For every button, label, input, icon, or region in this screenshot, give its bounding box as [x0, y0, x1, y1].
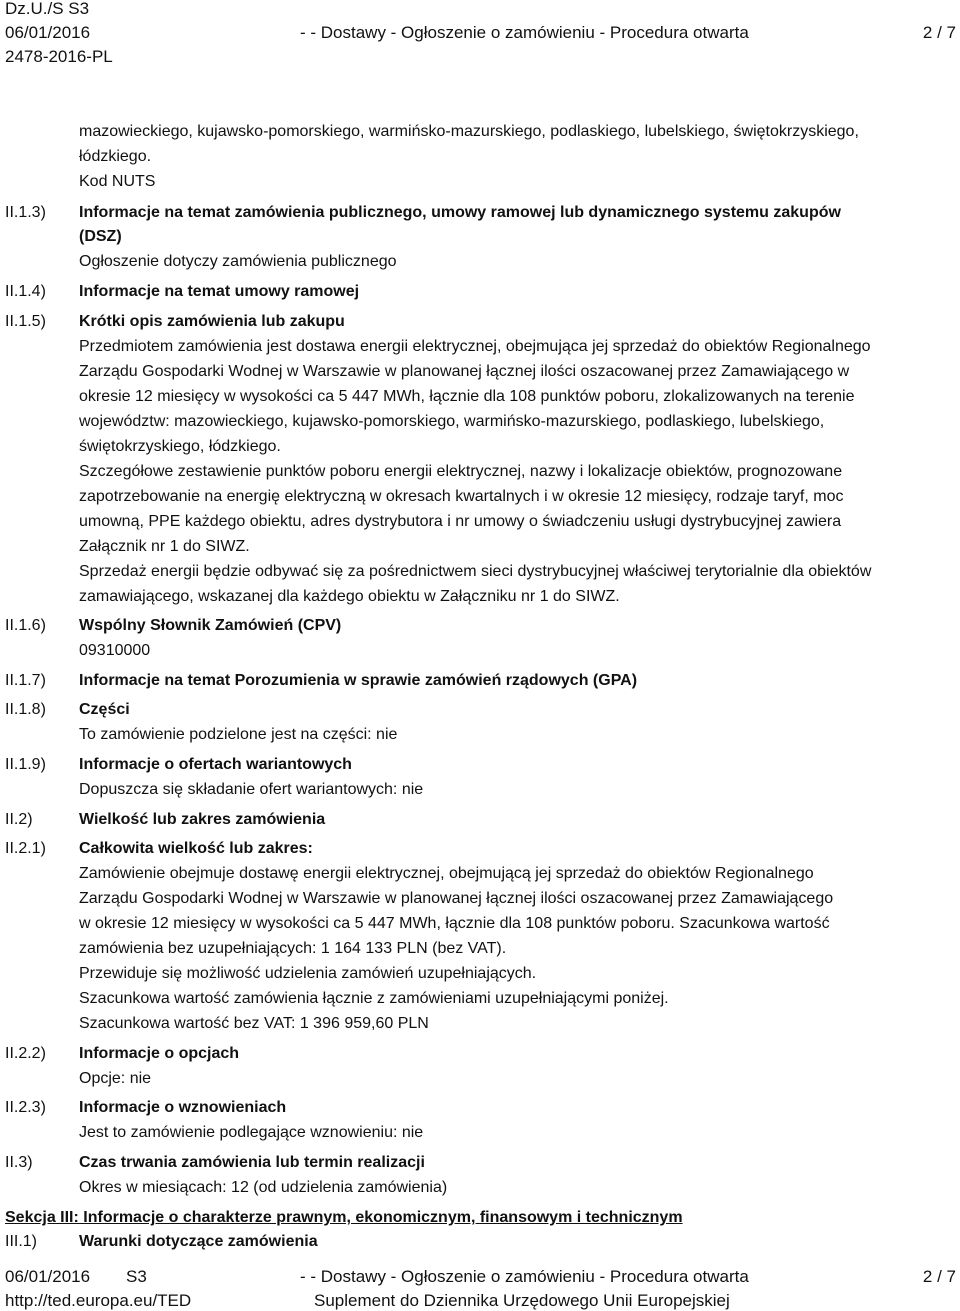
intro-line: łódzkiego. — [79, 148, 152, 165]
description-line: okresie 12 miesięcy w wysokości ca 5 447 MWh, łącznie dla 108 punktów poboru, zlokalizowanych na terenie — [79, 388, 855, 405]
section-text: Okres w miesiącach: 12 (od udzielenia zamówienia) — [79, 1179, 448, 1196]
section-title: Informacje na temat umowy ramowej — [79, 283, 360, 300]
section-number: II.1.8) — [5, 701, 46, 718]
header-page-number: 2 / 7 — [922, 23, 956, 42]
footer-date: 06/01/2016 — [5, 1267, 91, 1286]
section-number: II.2.1) — [5, 840, 46, 857]
section-number: II.2) — [5, 811, 33, 828]
scope-line: Szacunkowa wartość zamówienia łącznie z zamówieniami uzupełniającymi poniżej. — [79, 990, 669, 1007]
section-title: Informacje na temat Porozumienia w sprawie zamówień rządowych (GPA) — [79, 672, 638, 689]
header-source: Dz.U./S S3 — [5, 0, 90, 18]
header-title: - - Dostawy - Ogłoszenie o zamówieniu - Procedura otwarta — [300, 23, 749, 42]
header-date: 06/01/2016 — [5, 23, 91, 42]
section-title: Wspólny Słownik Zamówień (CPV) — [79, 617, 342, 634]
scope-line: Zarządu Gospodarki Wodnej w Warszawie w planowanej łącznej ilości oszacowanej przez Zamawiającego — [79, 890, 834, 907]
section-number: II.2.2) — [5, 1045, 46, 1062]
footer-publication: Suplement do Dziennika Urzędowego Unii Europejskiej — [314, 1291, 730, 1310]
description-line: Szczegółowe zestawienie punktów poboru energii elektrycznej, nazwy i lokalizacje obiektów, prognozowane — [79, 463, 843, 480]
section-title: Informacje o ofertach wariantowych — [79, 756, 352, 773]
header-reference: 2478-2016-PL — [5, 47, 113, 66]
footer-page-number: 2 / 7 — [922, 1267, 956, 1286]
cpv-code: 09310000 — [79, 642, 151, 659]
footer-title: - - Dostawy - Ogłoszenie o zamówieniu - Procedura otwarta — [300, 1267, 749, 1286]
section-title: Czas trwania zamówienia lub termin realizacji — [79, 1154, 425, 1171]
description-line: województw: mazowieckiego, kujawsko-pomorskiego, warmińsko-mazurskiego, podlaskiego, lubelskiego, — [79, 413, 825, 430]
description-line: Przedmiotem zamówienia jest dostawa energii elektrycznej, obejmująca jej sprzedaż do obiektów Regionalnego — [79, 338, 871, 355]
section-number: II.1.4) — [5, 283, 46, 300]
intro-line: mazowieckiego, kujawsko-pomorskiego, warmińsko-mazurskiego, podlaskiego, lubelskiego, świętokrzyskiego, — [79, 123, 859, 140]
scope-line: Szacunkowa wartość bez VAT: 1 396 959,60 PLN — [79, 1015, 429, 1032]
description-line: świętokrzyskiego, łódzkiego. — [79, 438, 281, 455]
scope-line: Zamówienie obejmuje dostawę energii elektrycznej, obejmującą jej sprzedaż do obiektów Regionalnego — [79, 865, 814, 882]
footer-url[interactable]: http://ted.europa.eu/TED — [5, 1291, 192, 1310]
section-text: To zamówienie podzielone jest na części: nie — [79, 726, 398, 743]
section-text: Ogłoszenie dotyczy zamówienia publicznego — [79, 253, 397, 270]
section-number: II.1.3) — [5, 204, 46, 221]
section-title: Informacje o opcjach — [79, 1045, 240, 1062]
section-number: II.1.9) — [5, 756, 46, 773]
section-text: Jest to zamówienie podlegające wznowieniu: nie — [79, 1124, 424, 1141]
description-line: Załącznik nr 1 do SIWZ. — [79, 538, 250, 555]
description-line: zapotrzebowanie na energię elektryczną w okresach kwartalnych i w okresie 12 miesięcy, rodzaje taryf, moc — [79, 488, 844, 505]
scope-line: zamówienia bez uzupełniających: 1 164 133 PLN (bez VAT). — [79, 940, 507, 957]
description-line: zamawiającego, wskazanej dla każdego obiektu w Załączniku nr 1 do SIWZ. — [79, 588, 620, 605]
section-title: Części — [79, 701, 130, 718]
section-title: Informacje na temat zamówienia publicznego, umowy ramowej lub dynamicznego systemu zakupów — [79, 204, 841, 221]
scope-line: w okresie 12 miesięcy w wysokości ca 5 447 MWh, łącznie dla 108 punktów poboru. Szacunkowa wartość — [79, 915, 830, 932]
section-title: Wielkość lub zakres zamówienia — [79, 811, 326, 828]
description-line: Zarządu Gospodarki Wodnej w Warszawie w planowanej łącznej ilości oszacowanej przez Zamawiającego w — [79, 363, 850, 380]
section-text: Dopuszcza się składanie ofert wariantowych: nie — [79, 781, 424, 798]
section-number: III.1) — [5, 1233, 38, 1250]
description-line: Sprzedaż energii będzie odbywać się za pośrednictwem sieci dystrybucyjnej właściwej terytorialnie dla obiektów — [79, 563, 872, 580]
description-line: umowną, PPE każdego obiektu, adres dystrybutora i nr umowy o świadczeniu usługi dystrybucyjnej zawiera — [79, 513, 842, 530]
nuts-code: Kod NUTS — [79, 173, 156, 190]
scope-line: Przewiduje się możliwość udzielenia zamówień uzupełniających. — [79, 965, 537, 982]
section-number: II.1.6) — [5, 617, 46, 634]
section-number: II.2.3) — [5, 1099, 46, 1116]
section-number: II.3) — [5, 1154, 33, 1171]
section-text: Opcje: nie — [79, 1070, 152, 1087]
section-number: II.1.5) — [5, 313, 46, 330]
section-number: II.1.7) — [5, 672, 46, 689]
footer-series: S3 — [126, 1267, 147, 1286]
section-title: Informacje o wznowieniach — [79, 1099, 287, 1116]
section-title: Całkowita wielkość lub zakres: — [79, 840, 313, 857]
section-title: Krótki opis zamówienia lub zakupu — [79, 313, 345, 330]
section-title: Warunki dotyczące zamówienia — [79, 1233, 318, 1250]
section-title: (DSZ) — [79, 228, 122, 245]
section-heading: Sekcja III: Informacje o charakterze prawnym, ekonomicznym, finansowym i technicznym — [5, 1209, 683, 1226]
